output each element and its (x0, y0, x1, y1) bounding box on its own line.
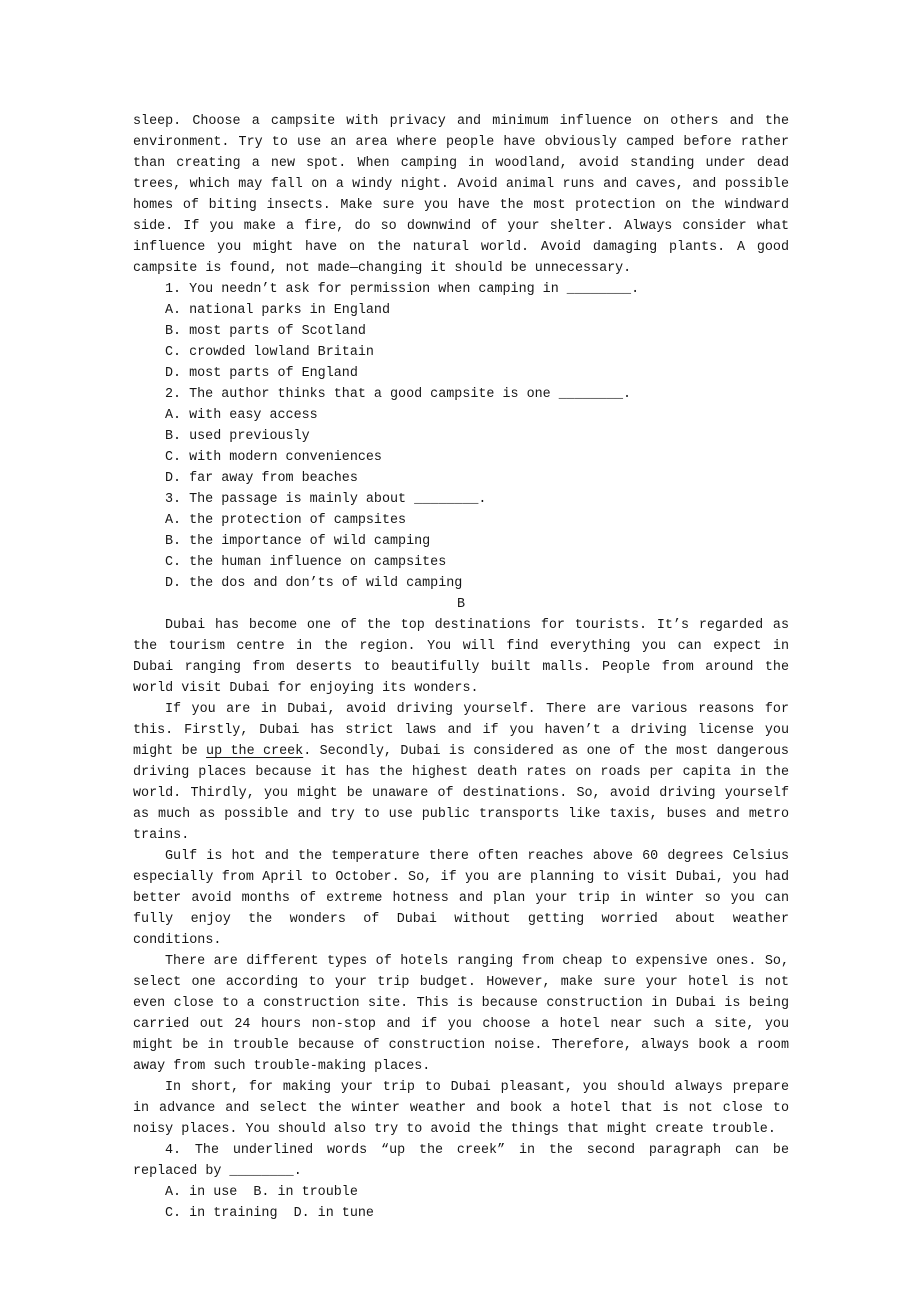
question-3-option-b: B. the importance of wild camping (165, 534, 431, 549)
passage-b-paragraph-4: There are different types of hotels ranging from cheap to expensive ones. So, select one according to your trip budget. However, make sure your hotel is not even close to a construction site. This is because construction in Dubai is being carried out 24 hours non-stop and if you choose a hotel near such a site, you might be in trouble because of construction noise. Therefore, always book a room away from such trouble-making places. (133, 954, 789, 1074)
question-1-option-b: B. most parts of Scotland (165, 324, 366, 339)
paragraph-2-text-before: If you are in Dubai, avoid driving yourself. There are various reasons for this. Firstly, Dubai has strict laws and if you haven’t a driving license you might be (133, 702, 789, 759)
passage-b-paragraph-2 (133, 699, 789, 846)
question-3-stem: 3. The passage is mainly about ________. (165, 492, 487, 507)
question-3-option-c: C. the human influence on campsites (165, 555, 447, 570)
section-label: B (456, 597, 466, 612)
question-4-options-a-b: A. in use B. in trouble (165, 1185, 358, 1200)
question-2-option-c: C. with modern conveniences (165, 450, 382, 465)
question-3-option-d: D. the dos and don’ts of wild camping (165, 576, 463, 591)
question-2-option-d: D. far away from beaches (165, 471, 358, 486)
camping-paragraph: sleep. Choose a campsite with privacy and minimum influence on others and the environment. Try to use an area where people have obviously camped before rather than creating a new spot. When camping in woodland, avoid standing under dead trees, which may fall on a windy night. Avoid animal runs and caves, and possible homes of biting insects. Make sure you have the most protection on the windward side. If you make a fire, do so downwind of your shelter. Always consider what influence you might have on the natural world. Avoid damaging plants. A good campsite is found, not made—changing it should be unnecessary. (133, 114, 789, 276)
question-1-option-d: D. most parts of England (165, 366, 358, 381)
paragraph-2-text-after: . Secondly, Dubai is considered as one of the most dangerous driving places because it has the highest death rates on roads per capita in the world. Thirdly, you might be unaware of destinations. So, avoid driving yourself as much as possible and try to use public transports like taxis, buses and metro trains. (133, 744, 789, 843)
passage-b-paragraph-1: Dubai has become one of the top destinations for tourists. It’s regarded as the tourism centre in the region. You will find everything you can expect in Dubai ranging from deserts to beautifully built malls. People from around the world visit Dubai for enjoying its wonders. (133, 618, 789, 696)
passage-b-paragraph-5: In short, for making your trip to Dubai pleasant, you should always prepare in advance and select the winter weather and book a hotel that is not close to noisy places. You should also try to avoid the things that might create trouble. (133, 1080, 789, 1137)
question-1-option-c: C. crowded lowland Britain (165, 345, 374, 360)
question-1-option-a: A. national parks in England (165, 303, 390, 318)
question-2-option-a: A. with easy access (165, 408, 318, 423)
question-4-options-c-d: C. in training D. in tune (165, 1206, 374, 1221)
question-4-stem: 4. The underlined words “up the creek” in the second paragraph can be replaced by ________. (133, 1143, 789, 1179)
passage-b-paragraph-3: Gulf is hot and the temperature there often reaches above 60 degrees Celsius especially from April to October. So, if you are planning to visit Dubai, you had better avoid months of extreme hotness and plan your trip in winter so you can fully enjoy the wonders of Dubai without getting worried about weather conditions. (133, 849, 789, 948)
question-2-option-b: B. used previously (165, 429, 310, 444)
underlined-phrase-up-the-creek: up the creek (206, 744, 304, 759)
question-2-stem: 2. The author thinks that a good campsite is one ________. (165, 387, 632, 402)
question-3-option-a: A. the protection of campsites (165, 513, 407, 528)
question-1-stem: 1. You needn’t ask for permission when camping in ________. (165, 282, 640, 297)
